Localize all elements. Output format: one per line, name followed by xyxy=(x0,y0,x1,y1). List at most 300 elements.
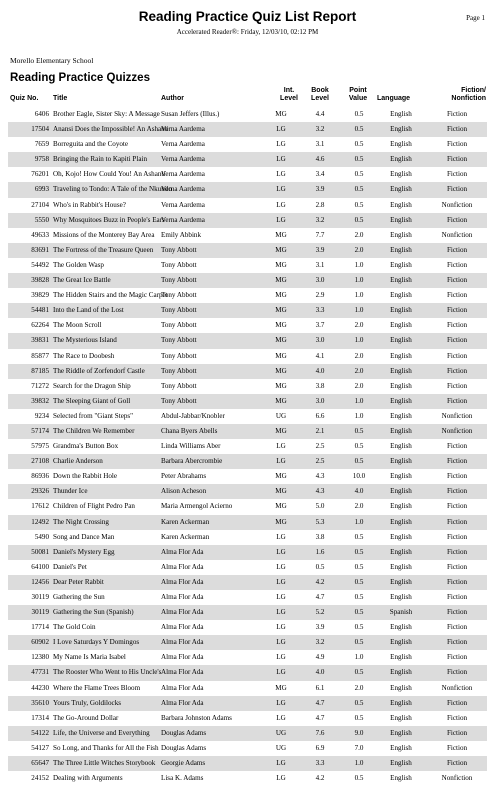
book-level: 3.1 xyxy=(315,260,325,269)
fiction-type: Fiction xyxy=(446,336,468,345)
quiz-number: 44230 xyxy=(31,683,49,692)
interest-level: LG xyxy=(276,140,286,149)
point-value: 2.0 xyxy=(354,366,364,375)
language: English xyxy=(390,547,412,556)
author-name: Alma Flor Ada xyxy=(161,668,204,677)
fiction-type: Fiction xyxy=(446,185,468,194)
book-title: So Long, and Thanks for All the Fish xyxy=(53,743,159,752)
language: English xyxy=(390,260,412,269)
interest-level: LG xyxy=(276,442,286,451)
book-title: The Children We Remember xyxy=(53,426,135,435)
book-title: Selected from "Giant Steps" xyxy=(53,411,134,420)
book-level: 2.9 xyxy=(315,291,325,300)
language: English xyxy=(390,351,412,360)
author-name: Tony Abbott xyxy=(161,336,197,345)
book-level: 4.0 xyxy=(315,668,325,677)
table-row xyxy=(8,258,487,273)
quiz-number: 7659 xyxy=(34,140,49,149)
fiction-type: Fiction xyxy=(446,381,468,390)
book-title: The Hidden Stairs and the Magic Carpet xyxy=(53,291,168,300)
book-title: The Rooster Who Went to His Uncle's xyxy=(53,668,162,677)
point-value: 0.5 xyxy=(354,155,364,164)
book-title: Charlie Anderson xyxy=(53,457,103,466)
author-name: Maria Armengol Acierno xyxy=(161,502,233,511)
quiz-number: 35610 xyxy=(31,698,49,707)
book-title: Thunder Ice xyxy=(53,487,88,496)
author-name: Alma Flor Ada xyxy=(161,593,204,601)
fiction-type: Fiction xyxy=(446,140,468,149)
point-value: 0.5 xyxy=(354,547,364,556)
interest-level: LG xyxy=(276,593,286,601)
quiz-number: 17714 xyxy=(31,623,49,632)
author-name: Alma Flor Ada xyxy=(161,653,204,662)
book-title: The Moon Scroll xyxy=(53,321,102,330)
interest-level: MG xyxy=(275,110,287,118)
book-title: Oh, Kojo! How Could You! An Ashanti xyxy=(53,170,166,179)
table-row xyxy=(8,213,487,228)
interest-level: MG xyxy=(275,396,287,405)
fiction-type: Nonfiction xyxy=(441,774,473,783)
fiction-type: Fiction xyxy=(446,623,468,632)
author-name: Linda Williams Aber xyxy=(161,442,221,451)
book-level: 4.2 xyxy=(315,577,325,586)
book-title: Daniel's Pet xyxy=(53,562,87,571)
interest-level: LG xyxy=(276,562,286,571)
quiz-number: 49633 xyxy=(31,230,49,239)
language: English xyxy=(390,577,412,586)
table-row xyxy=(8,771,487,786)
quiz-number: 50081 xyxy=(31,547,49,556)
author-name: Verna Aardema xyxy=(161,215,205,224)
language: English xyxy=(390,562,412,571)
fiction-type: Fiction xyxy=(446,442,468,451)
interest-level: MG xyxy=(275,487,287,496)
author-name: Tony Abbott xyxy=(161,366,197,375)
language: English xyxy=(390,381,412,390)
author-name: Tony Abbott xyxy=(161,291,197,300)
fiction-type: Fiction xyxy=(446,306,468,315)
interest-level: MG xyxy=(275,230,287,239)
author-name: Alma Flor Ada xyxy=(161,698,204,707)
col-int-level: Int. Level xyxy=(280,87,298,102)
author-name: Verna Aardema xyxy=(161,185,205,194)
point-value: 0.5 xyxy=(354,698,364,707)
column-header-row xyxy=(0,83,495,105)
quiz-number: 17314 xyxy=(31,713,49,722)
point-value: 0.5 xyxy=(354,200,364,209)
language: English xyxy=(390,230,412,239)
table-row xyxy=(8,530,487,545)
author-name: Barbara Abercrombie xyxy=(161,457,223,466)
quiz-number: 71272 xyxy=(31,381,49,390)
language: English xyxy=(390,215,412,224)
language: English xyxy=(390,155,412,164)
quiz-number: 24152 xyxy=(31,774,49,783)
table-row xyxy=(8,515,487,530)
author-name: Tony Abbott xyxy=(161,396,197,405)
fiction-type: Nonfiction xyxy=(441,426,473,435)
interest-level: LG xyxy=(276,668,286,677)
interest-level: MG xyxy=(275,321,287,330)
quiz-number: 60902 xyxy=(31,638,49,647)
table-row xyxy=(8,288,487,303)
fiction-type: Fiction xyxy=(446,155,468,164)
book-title: My Name Is Maria Isabel xyxy=(53,653,126,662)
interest-level: MG xyxy=(275,502,287,511)
interest-level: LG xyxy=(276,713,286,722)
author-name: Verna Aardema xyxy=(161,140,205,149)
interest-level: LG xyxy=(276,774,286,783)
book-title: Search for the Dragon Ship xyxy=(53,381,131,390)
book-title: The Great Ice Battle xyxy=(53,276,111,285)
table-row xyxy=(8,454,487,469)
table-row xyxy=(8,560,487,575)
language: English xyxy=(390,517,412,526)
language: English xyxy=(390,170,412,179)
fiction-type: Fiction xyxy=(446,291,468,300)
language: English xyxy=(390,140,412,149)
quiz-number: 27104 xyxy=(31,200,49,209)
book-level: 7.6 xyxy=(315,728,325,737)
fiction-type: Fiction xyxy=(446,245,468,254)
author-name: Georgie Adams xyxy=(161,759,206,768)
quiz-number: 5550 xyxy=(34,215,49,224)
fiction-type: Nonfiction xyxy=(441,683,473,692)
interest-level: LG xyxy=(276,155,286,164)
book-level: 2.5 xyxy=(315,442,325,451)
quiz-number: 85877 xyxy=(31,351,49,360)
book-level: 3.3 xyxy=(315,306,325,315)
language: English xyxy=(390,125,412,134)
interest-level: MG xyxy=(275,260,287,269)
quiz-number: 39828 xyxy=(31,276,49,285)
table-row xyxy=(8,741,487,756)
fiction-type: Fiction xyxy=(446,743,468,752)
book-level: 3.2 xyxy=(315,638,325,647)
language: English xyxy=(390,623,412,632)
point-value: 0.5 xyxy=(354,185,364,194)
quiz-number: 64100 xyxy=(31,562,49,571)
interest-level: MG xyxy=(275,683,287,692)
point-value: 1.0 xyxy=(354,396,364,405)
book-level: 3.4 xyxy=(315,170,325,179)
author-name: Verna Aardema xyxy=(161,155,205,164)
author-name: Verna Aardema xyxy=(161,125,205,134)
interest-level: UG xyxy=(275,743,287,752)
book-title: Why Mosquitoes Buzz in People's Ears xyxy=(53,215,165,224)
point-value: 4.0 xyxy=(354,487,364,496)
author-name: Douglas Adams xyxy=(161,743,207,752)
quiz-number: 9758 xyxy=(34,155,49,164)
author-name: Alison Acheson xyxy=(161,487,207,496)
book-title: The Riddle of Zorfendorf Castle xyxy=(53,366,145,375)
author-name: Abdul-Jabbar/Knobler xyxy=(161,411,225,420)
author-name: Tony Abbott xyxy=(161,351,197,360)
quiz-number: 29326 xyxy=(31,487,49,496)
table-row xyxy=(8,499,487,514)
book-level: 3.1 xyxy=(315,140,325,149)
interest-level: MG xyxy=(275,472,287,481)
point-value: 9.0 xyxy=(354,728,364,737)
fiction-type: Fiction xyxy=(446,593,468,601)
table-row xyxy=(8,620,487,635)
language: English xyxy=(390,442,412,451)
fiction-type: Nonfiction xyxy=(441,200,473,209)
quiz-number: 27108 xyxy=(31,457,49,466)
interest-level: LG xyxy=(276,200,286,209)
book-title: Traveling to Tondo: A Tale of the Nkundo xyxy=(53,185,172,194)
book-title: Dear Peter Rabbit xyxy=(53,577,104,586)
language: English xyxy=(390,668,412,677)
col-language: Language xyxy=(377,95,411,102)
book-title: The Three Little Witches Storybook xyxy=(53,759,156,768)
point-value: 0.5 xyxy=(354,110,364,118)
point-value: 2.0 xyxy=(354,502,364,511)
fiction-type: Fiction xyxy=(446,321,468,330)
fiction-type: Fiction xyxy=(446,110,468,118)
language: English xyxy=(390,532,412,541)
book-level: 2.5 xyxy=(315,457,325,466)
interest-level: MG xyxy=(275,366,287,375)
point-value: 0.5 xyxy=(354,623,364,632)
quiz-number: 30119 xyxy=(31,593,49,601)
table-row xyxy=(8,681,487,696)
table-row xyxy=(8,107,487,122)
interest-level: LG xyxy=(276,125,286,134)
book-level: 3.7 xyxy=(315,321,325,330)
table-row xyxy=(8,318,487,333)
fiction-type: Fiction xyxy=(446,487,468,496)
quiz-number: 39832 xyxy=(31,396,49,405)
author-name: Alma Flor Ada xyxy=(161,577,204,586)
book-level: 4.9 xyxy=(315,653,325,662)
book-title: The Mysterious Island xyxy=(53,336,117,345)
interest-level: MG xyxy=(275,291,287,300)
section-heading: Reading Practice Quizzes xyxy=(10,72,150,84)
fiction-type: Fiction xyxy=(446,396,468,405)
fiction-type: Fiction xyxy=(446,653,468,662)
fiction-type: Fiction xyxy=(446,532,468,541)
col-book-level: Book Level xyxy=(311,87,329,102)
point-value: 2.0 xyxy=(354,351,364,360)
book-level: 4.7 xyxy=(315,698,325,707)
point-value: 0.5 xyxy=(354,577,364,586)
author-name: Susan Jeffers (Illus.) xyxy=(161,110,220,118)
author-name: Emily Abbink xyxy=(161,230,202,239)
author-name: Alma Flor Ada xyxy=(161,547,204,556)
col-author: Author xyxy=(161,95,184,102)
table-row xyxy=(8,198,487,213)
book-level: 3.9 xyxy=(315,623,325,632)
table-row xyxy=(8,167,487,182)
language: English xyxy=(390,185,412,194)
book-level: 6.1 xyxy=(315,683,325,692)
quiz-number: 5490 xyxy=(34,532,49,541)
book-level: 1.6 xyxy=(315,547,325,556)
author-name: Lisa K. Adams xyxy=(161,774,204,783)
book-title: The Night Crossing xyxy=(53,517,109,526)
language: Spanish xyxy=(389,608,413,617)
table-row xyxy=(8,665,487,680)
language: English xyxy=(390,638,412,647)
report-subtitle: Accelerated Reader®: Friday, 12/03/10, 02:12 PM xyxy=(176,28,319,36)
quiz-number: 62264 xyxy=(31,321,49,330)
point-value: 1.0 xyxy=(354,517,364,526)
table-row xyxy=(8,364,487,379)
language: English xyxy=(390,502,412,511)
book-title: Missions of the Monterey Bay Area xyxy=(53,230,155,239)
author-name: Tony Abbott xyxy=(161,306,197,315)
author-name: Douglas Adams xyxy=(161,728,207,737)
book-level: 4.6 xyxy=(315,155,325,164)
book-level: 3.0 xyxy=(315,336,325,345)
language: English xyxy=(390,276,412,285)
point-value: 0.5 xyxy=(354,608,364,617)
author-name: Karen Ackerman xyxy=(161,532,210,541)
book-level: 2.8 xyxy=(315,200,325,209)
point-value: 0.5 xyxy=(354,593,364,601)
quiz-number: 54481 xyxy=(31,306,49,315)
book-title: I Love Saturdays Y Domingos xyxy=(53,638,140,647)
author-name: Peter Abrahams xyxy=(161,472,207,481)
book-title: The Race to Doobesh xyxy=(53,351,115,360)
quiz-number: 6406 xyxy=(34,110,49,118)
book-level: 4.1 xyxy=(315,351,325,360)
book-level: 4.3 xyxy=(315,472,325,481)
interest-level: LG xyxy=(276,698,286,707)
fiction-type: Fiction xyxy=(446,759,468,768)
language: English xyxy=(390,713,412,722)
book-title: Gathering the Sun (Spanish) xyxy=(53,608,134,617)
book-title: Life, the Universe and Everything xyxy=(53,728,150,737)
table-row xyxy=(8,137,487,152)
language: English xyxy=(390,759,412,768)
author-name: Tony Abbott xyxy=(161,321,197,330)
language: English xyxy=(390,593,412,601)
point-value: 0.5 xyxy=(354,713,364,722)
point-value: 0.5 xyxy=(354,562,364,571)
fiction-type: Fiction xyxy=(446,668,468,677)
point-value: 0.5 xyxy=(354,170,364,179)
book-title: The Golden Wasp xyxy=(53,260,104,269)
fiction-type: Fiction xyxy=(446,728,468,737)
interest-level: MG xyxy=(275,517,287,526)
author-name: Tony Abbott xyxy=(161,276,197,285)
col-point-value: Point Value xyxy=(348,87,368,102)
fiction-type: Fiction xyxy=(446,276,468,285)
interest-level: MG xyxy=(275,381,287,390)
interest-level: MG xyxy=(275,276,287,285)
book-title: Brother Eagle, Sister Sky: A Message xyxy=(53,110,160,118)
book-level: 3.3 xyxy=(315,759,325,768)
author-name: Karen Ackerman xyxy=(161,517,210,526)
book-title: Grandma's Button Box xyxy=(53,442,119,451)
book-level: 3.0 xyxy=(315,396,325,405)
interest-level: MG xyxy=(275,336,287,345)
point-value: 0.5 xyxy=(354,457,364,466)
book-title: Children of Flight Pedro Pan xyxy=(53,502,135,511)
fiction-type: Fiction xyxy=(446,366,468,375)
table-row xyxy=(8,696,487,711)
interest-level: LG xyxy=(276,170,286,179)
fiction-type: Nonfiction xyxy=(441,230,473,239)
book-level: 3.8 xyxy=(315,532,325,541)
point-value: 2.0 xyxy=(354,321,364,330)
interest-level: LG xyxy=(276,215,286,224)
table-row xyxy=(8,605,487,620)
fiction-type: Fiction xyxy=(446,547,468,556)
point-value: 0.5 xyxy=(354,426,364,435)
quiz-number: 57975 xyxy=(31,442,49,451)
book-title: The Sleeping Giant of Goll xyxy=(53,396,131,405)
language: English xyxy=(390,426,412,435)
table-row xyxy=(8,635,487,650)
book-title: Who's in Rabbit's House? xyxy=(53,200,126,209)
language: English xyxy=(390,683,412,692)
author-name: Verna Aardema xyxy=(161,170,205,179)
language: English xyxy=(390,487,412,496)
interest-level: UG xyxy=(275,411,287,420)
table-row xyxy=(8,726,487,741)
point-value: 1.0 xyxy=(354,260,364,269)
point-value: 10.0 xyxy=(352,472,366,481)
table-row xyxy=(8,394,487,409)
quiz-number: 39829 xyxy=(31,291,49,300)
book-level: 4.7 xyxy=(315,593,325,601)
quiz-number: 54122 xyxy=(31,728,49,737)
point-value: 2.0 xyxy=(354,381,364,390)
fiction-type: Nonfiction xyxy=(441,411,473,420)
interest-level: LG xyxy=(276,547,286,556)
fiction-type: Fiction xyxy=(446,698,468,707)
book-level: 5.3 xyxy=(315,517,325,526)
book-title: Bringing the Rain to Kapiti Plain xyxy=(53,155,147,164)
point-value: 2.0 xyxy=(354,245,364,254)
book-title: The Fortress of the Treasure Queen xyxy=(53,245,154,254)
author-name: Alma Flor Ada xyxy=(161,623,204,632)
interest-level: UG xyxy=(275,728,287,737)
interest-level: LG xyxy=(276,623,286,632)
quiz-number: 76201 xyxy=(31,170,49,179)
language: English xyxy=(390,336,412,345)
language: English xyxy=(390,200,412,209)
book-title: Gathering the Sun xyxy=(53,593,105,601)
book-title: Borreguita and the Coyote xyxy=(53,140,129,149)
book-title: Song and Dance Man xyxy=(53,532,115,541)
quiz-number: 12456 xyxy=(31,577,49,586)
fiction-type: Fiction xyxy=(446,502,468,511)
fiction-type: Fiction xyxy=(446,351,468,360)
language: English xyxy=(390,698,412,707)
fiction-type: Fiction xyxy=(446,260,468,269)
quiz-number: 65647 xyxy=(31,759,49,768)
quiz-number: 54127 xyxy=(31,743,49,752)
author-name: Chana Byers Abells xyxy=(161,426,218,435)
author-name: Verna Aardema xyxy=(161,200,205,209)
book-title: Dealing with Arguments xyxy=(53,774,123,783)
point-value: 0.5 xyxy=(354,442,364,451)
book-level: 3.2 xyxy=(315,215,325,224)
book-level: 4.3 xyxy=(315,487,325,496)
table-row xyxy=(8,484,487,499)
table-row xyxy=(8,349,487,364)
fiction-type: Fiction xyxy=(446,562,468,571)
book-level: 3.9 xyxy=(315,185,325,194)
table-row xyxy=(8,575,487,590)
quiz-number: 30119 xyxy=(31,608,49,617)
quiz-number: 87185 xyxy=(31,366,49,375)
book-title: The Gold Coin xyxy=(53,623,96,632)
